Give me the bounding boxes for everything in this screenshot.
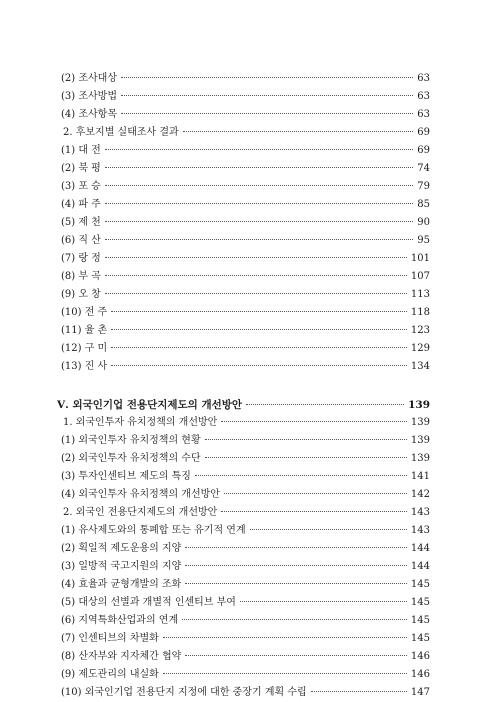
toc-entry-page-number: 85	[417, 199, 430, 210]
dot-leader	[105, 221, 413, 222]
toc-entry-title: (3) 투자인센티브 제도의 특징	[61, 468, 193, 486]
toc-entry[interactable]	[57, 178, 430, 196]
toc-entry-page-number: 79	[417, 181, 430, 192]
toc-entry[interactable]	[57, 232, 430, 250]
toc-entry[interactable]	[57, 214, 430, 232]
toc-entry[interactable]	[57, 268, 430, 286]
dot-leader	[185, 583, 407, 584]
dot-leader	[311, 691, 407, 692]
toc-entry-title: (3) 일방적 국고지원의 지양	[61, 558, 183, 576]
toc-entry-title: (3) 포 승	[61, 178, 103, 196]
dot-leader	[111, 329, 407, 330]
dot-leader	[163, 673, 407, 674]
toc-entry[interactable]	[57, 322, 430, 340]
toc-entry-page-number: 69	[417, 127, 430, 138]
dot-leader	[246, 404, 404, 405]
dot-leader	[182, 619, 407, 620]
dot-leader	[195, 475, 407, 476]
toc-entry[interactable]	[57, 286, 430, 304]
dot-leader	[185, 547, 407, 548]
dot-leader	[185, 655, 407, 656]
dot-leader	[121, 113, 413, 114]
toc-entry-page-number: 113	[410, 289, 430, 300]
toc-entry-title: 2. 후보지별 실태조사 결과	[63, 124, 181, 142]
dot-leader	[105, 149, 413, 150]
toc-entry-page-number: 90	[417, 217, 430, 228]
dot-leader	[105, 275, 407, 276]
dot-leader	[121, 77, 413, 78]
toc-entry[interactable]	[57, 88, 430, 106]
toc-entry-page-number: 142	[410, 489, 430, 500]
toc-entry[interactable]	[57, 106, 430, 124]
dot-leader	[105, 203, 413, 204]
toc-entry-page-number: 146	[410, 669, 430, 680]
toc-entry[interactable]	[57, 450, 430, 468]
toc-entry-title: (11) 율 촌	[61, 322, 109, 340]
toc-entry-page-number: 145	[410, 615, 430, 626]
toc-entry[interactable]	[57, 250, 430, 268]
dot-leader	[111, 311, 407, 312]
toc-entry-title: (2) 외국인투자 유치정책의 수단	[61, 450, 203, 468]
toc-entry[interactable]	[57, 666, 430, 684]
toc-entry[interactable]	[57, 124, 430, 142]
toc-entry[interactable]	[57, 540, 430, 558]
toc-entry-title: (7) 인센티브의 차별화	[61, 630, 161, 648]
toc-entry-title: (8) 산자부와 지자체간 협약	[61, 648, 183, 666]
toc-entry-title: (2) 조사대상	[61, 70, 119, 88]
dot-leader	[105, 293, 407, 294]
toc-entry-page-number: 139	[410, 417, 430, 428]
dot-leader	[205, 439, 407, 440]
toc-entry-page-number: 123	[410, 325, 430, 336]
dot-leader	[105, 185, 413, 186]
dot-leader	[224, 493, 407, 494]
toc-entry-title: (2) 획일적 제도운용의 지양	[61, 540, 183, 558]
toc-chapter-entry[interactable]	[57, 396, 430, 414]
toc-entry[interactable]	[57, 612, 430, 630]
toc-entry[interactable]	[57, 486, 430, 504]
toc-entry-page-number: 144	[410, 561, 430, 572]
toc-entry-title: Ⅴ. 외국인기업 전용단지제도의 개선방안	[57, 396, 244, 414]
toc-entry-page-number: 118	[410, 307, 430, 318]
toc-entry-title: (4) 조사항목	[61, 106, 119, 124]
dot-leader	[163, 637, 407, 638]
toc-entry-title: (1) 외국인투자 유치정책의 현황	[61, 432, 203, 450]
toc-entry-title: 1. 외국인투자 유치정책의 개선방안	[63, 414, 219, 432]
toc-entry-title: 2. 외국인 전용단지제도의 개선방안	[63, 504, 219, 522]
toc-entry[interactable]	[57, 522, 430, 540]
toc-entry[interactable]	[57, 142, 430, 160]
toc-entry-title: (9) 제도관리의 내실화	[61, 666, 161, 684]
toc-entry-page-number: 145	[410, 597, 430, 608]
toc-entry-title: (5) 제 천	[61, 214, 103, 232]
dot-leader	[111, 365, 407, 366]
dot-leader	[250, 529, 407, 530]
toc-entry-page-number: 63	[417, 109, 430, 120]
toc-entry[interactable]	[57, 196, 430, 214]
toc-entry-title: (5) 대상의 선별과 개별적 인센티브 부여	[61, 594, 238, 612]
dot-leader	[240, 601, 407, 602]
toc-entry[interactable]	[57, 504, 430, 522]
toc-entry[interactable]	[57, 630, 430, 648]
toc-entry[interactable]	[57, 558, 430, 576]
toc-entry-title: (12) 구 미	[61, 340, 109, 358]
toc-entry-title: (2) 북 평	[61, 160, 103, 178]
toc-entry[interactable]	[57, 358, 430, 376]
toc-entry-page-number: 147	[410, 687, 430, 698]
table-of-contents	[57, 70, 430, 702]
toc-entry-page-number: 129	[410, 343, 430, 354]
toc-entry-page-number: 74	[417, 163, 430, 174]
toc-entry[interactable]	[57, 468, 430, 486]
toc-entry-title: (6) 지역특화산업과의 연계	[61, 612, 180, 630]
dot-leader	[121, 95, 413, 96]
toc-entry-title: (13) 진 사	[61, 358, 109, 376]
toc-entry-page-number: 139	[410, 453, 430, 464]
dot-leader	[105, 239, 413, 240]
toc-entry-page-number: 144	[410, 543, 430, 554]
toc-entry[interactable]	[57, 594, 430, 612]
toc-entry-title: (4) 파 주	[61, 196, 103, 214]
dot-leader	[221, 511, 407, 512]
dot-leader	[111, 347, 407, 348]
toc-entry[interactable]	[57, 576, 430, 594]
toc-entry-title: (4) 외국인투자 유치정책의 개선방안	[61, 486, 222, 504]
toc-entry-title: (3) 조사방법	[61, 88, 119, 106]
toc-entry-page-number: 146	[410, 651, 430, 662]
toc-entry-page-number: 63	[417, 73, 430, 84]
toc-entry-title: (7) 랑 정	[61, 250, 103, 268]
toc-entry-page-number: 145	[410, 579, 430, 590]
toc-entry-title: (1) 대 전	[61, 142, 103, 160]
toc-entry-page-number: 95	[417, 235, 430, 246]
toc-entry-page-number: 145	[410, 633, 430, 644]
toc-entry-page-number: 143	[410, 525, 430, 536]
toc-entry-page-number: 134	[410, 361, 430, 372]
toc-entry-title: (1) 유사제도와의 통폐합 또는 유기적 연계	[61, 522, 248, 540]
dot-leader	[205, 457, 407, 458]
toc-entry-page-number: 139	[408, 399, 430, 411]
toc-entry-page-number: 63	[417, 91, 430, 102]
toc-entry-page-number: 69	[417, 145, 430, 156]
toc-entry-title: (9) 오 창	[61, 286, 103, 304]
toc-entry-page-number: 107	[410, 271, 430, 282]
dot-leader	[183, 131, 414, 132]
dot-leader	[221, 421, 407, 422]
toc-entry[interactable]	[57, 648, 430, 666]
dot-leader	[185, 565, 407, 566]
dot-leader	[105, 257, 407, 258]
toc-entry-page-number: 101	[410, 253, 430, 264]
toc-entry-title: (8) 부 곡	[61, 268, 103, 286]
toc-entry[interactable]	[57, 684, 430, 702]
toc-entry-page-number: 143	[410, 507, 430, 518]
toc-entry-title: (10) 외국인기업 전용단지 지정에 대한 중장기 계획 수립	[61, 684, 309, 702]
toc-entry[interactable]	[57, 414, 430, 432]
toc-entry[interactable]	[57, 160, 430, 178]
toc-entry[interactable]	[57, 304, 430, 322]
toc-entry[interactable]	[57, 70, 430, 88]
toc-entry-title: (6) 직 산	[61, 232, 103, 250]
dot-leader	[105, 167, 413, 168]
toc-entry-page-number: 141	[410, 471, 430, 482]
toc-entry-page-number: 139	[410, 435, 430, 446]
toc-entry[interactable]	[57, 432, 430, 450]
section-gap	[57, 376, 430, 396]
toc-entry-title: (10) 전 주	[61, 304, 109, 322]
toc-entry[interactable]	[57, 340, 430, 358]
toc-entry-title: (4) 효율과 균형개발의 조화	[61, 576, 183, 594]
